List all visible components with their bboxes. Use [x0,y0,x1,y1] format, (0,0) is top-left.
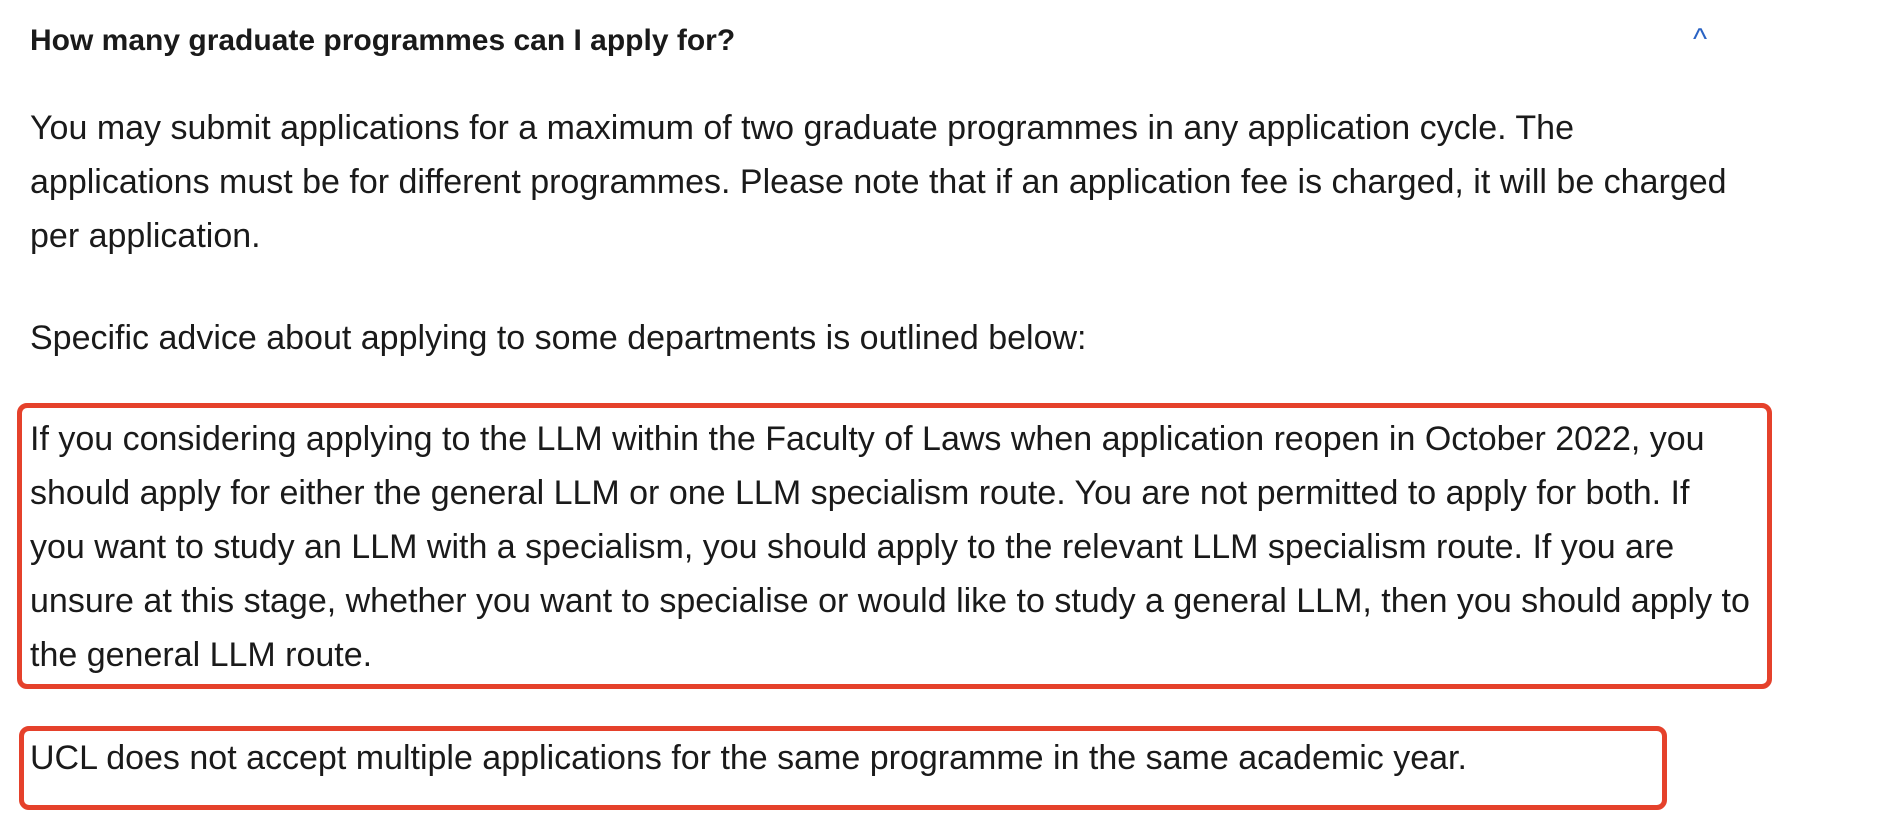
answer-paragraph-llm: If you considering applying to the LLM within the Faculty of Laws when application reopen in October 2022, you should apply for either the general LLM or one LLM specialism route. You are not permitted to apply for both. If you want to study an LLM with a specialism, you should apply to the relevant LLM specialism route. If you are unsure at this stage, whether you want to specialise or would like to study a general LLM, then you should apply to the general LLM route. [30,420,1750,674]
chevron-up-icon[interactable]: ^ [1692,23,1708,56]
answer-paragraph-advice: Specific advice about applying to some departments is outlined below: [30,319,1087,357]
faq-header[interactable] [30,20,1730,68]
answer-paragraph-intro: You may submit applications for a maximum of two graduate programmes in any application cycle. The applications must be for different programmes. Please note that if an application fee is charged, it will be charged per application. [30,109,1727,255]
faq-question[interactable]: How many graduate programmes can I apply for? [30,24,736,57]
answer-paragraph-multiple-applications: UCL does not accept multiple applications for the same programme in the same academic year. [30,739,1467,777]
